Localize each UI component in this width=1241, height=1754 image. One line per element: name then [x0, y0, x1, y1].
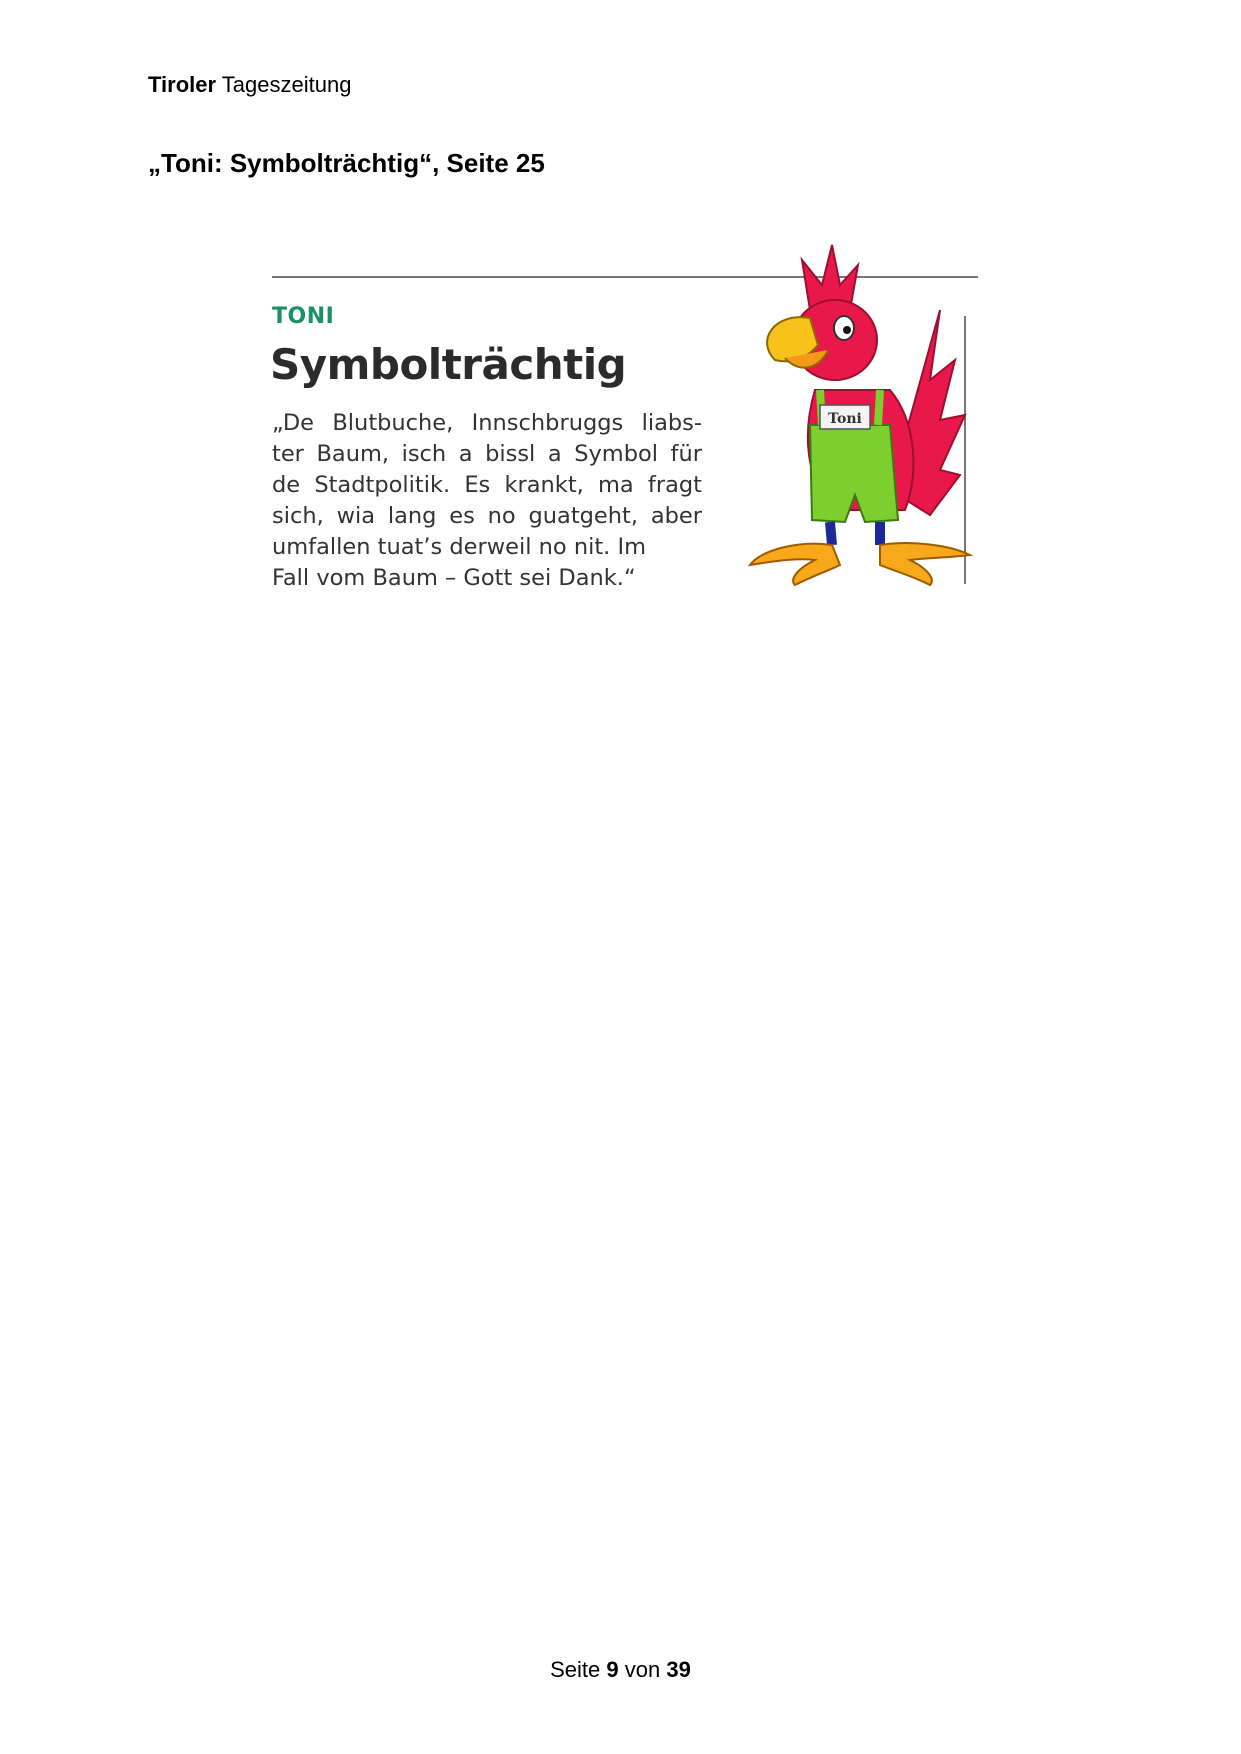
rooster-mascot-icon: [740, 240, 980, 610]
clipping-headline: Symbolträchtig: [270, 340, 627, 389]
footer-current-page: 9: [606, 1657, 619, 1682]
quote-line: „De Blutbuche, Innschbruggs liabs-: [272, 410, 702, 436]
page-footer: [0, 1657, 1241, 1683]
quote-line: Fall vom Baum – Gott sei Dank.“: [272, 565, 636, 591]
footer-prefix: Seite: [550, 1657, 601, 1682]
newspaper-clipping: [260, 240, 980, 610]
footer-separator: von: [624, 1657, 661, 1682]
publication-name: [148, 72, 351, 98]
quote-line: de Stadtpolitik. Es krankt, ma fragt: [272, 472, 702, 498]
quote-line: sich, wia lang es no guatgeht, aber: [272, 503, 702, 529]
mascot-badge-text: Toni: [828, 411, 862, 427]
quote-line: ter Baum, isch a bissl a Symbol für: [272, 441, 702, 467]
clipping-quote: [272, 408, 702, 594]
document-title: „Toni: Symbolträchtig“, Seite 25: [148, 148, 545, 178]
clipping-kicker: TONI: [272, 304, 335, 329]
footer-total-pages: 39: [666, 1657, 691, 1682]
quote-line: umfallen tuat’s derweil no nit. Im: [272, 534, 647, 560]
publication-name-bold: Tiroler: [148, 72, 217, 97]
publication-name-regular: Tageszeitung: [221, 72, 352, 97]
